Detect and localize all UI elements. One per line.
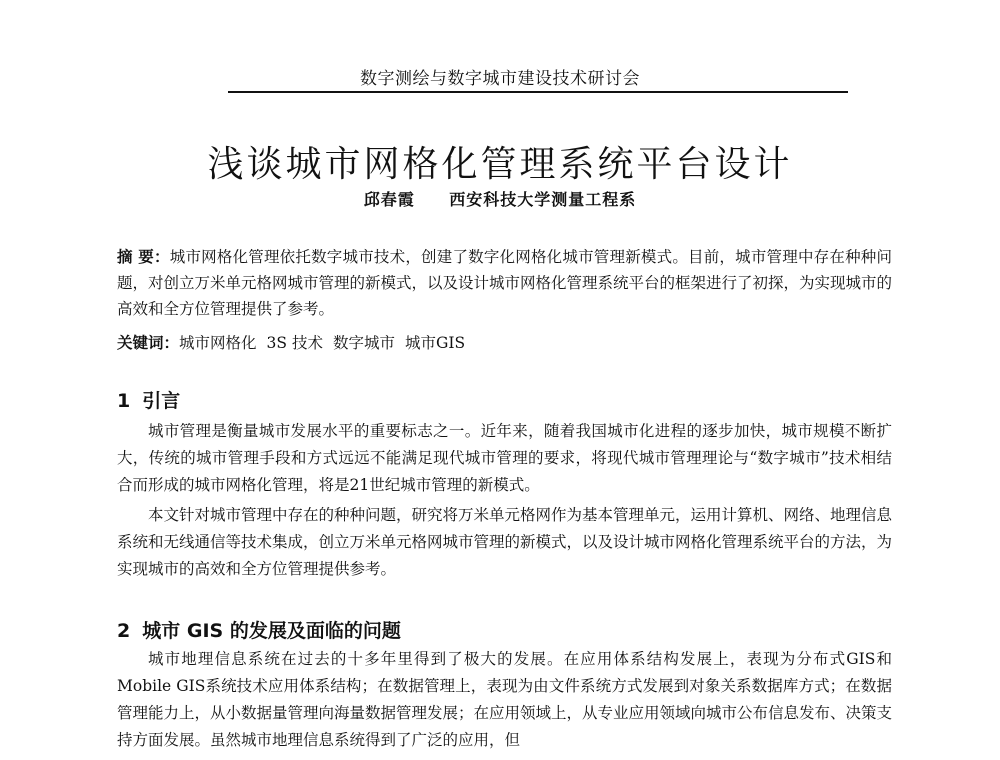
byline: [0, 187, 1000, 210]
keyword: 3S 技术: [266, 334, 323, 352]
header-rule: [228, 91, 848, 93]
keyword: 城市网格化: [179, 334, 257, 352]
abstract: [117, 244, 892, 322]
section-title: 城市 GIS 的发展及面临的问题: [142, 620, 401, 642]
keywords-label: 关键词：: [117, 334, 180, 352]
body-paragraph: 本文针对城市管理中存在的种种问题，研究将万米单元格网作为基本管理单元，运用计算机、网络、地理信息系统和无线通信等技术集成，创立万米单元格网城市管理的新模式，以及设计城市网格化管理系统平台的方法，为实现城市的高效和全方位管理提供参考。: [117, 506, 893, 578]
section-number: 2: [117, 620, 131, 642]
paper-title: 浅谈城市网格化管理系统平台设计: [207, 144, 793, 186]
body-paragraph: 城市管理是衡量城市发展水平的重要标志之一。近年来，随着我国城市化进程的逐步加快，城市规模不断扩大，传统的城市管理手段和方式远远不能满足现代城市管理的要求，将现代城市管理理论与“数字城市”技术相结合而形成的城市网格化管理，将是21世纪城市管理的新模式。: [117, 422, 892, 494]
keyword: 城市GIS: [404, 334, 466, 352]
keywords: [117, 330, 892, 356]
author-name: 邱春霞: [363, 190, 415, 209]
section-heading-introduction: [117, 386, 180, 413]
body-paragraph: 城市地理信息系统在过去的十多年里得到了极大的发展。在应用体系结构发展上，表现为分布式GIS和Mobile GIS系统技术应用体系结构；在数据管理上，表现为由文件系统方式发展到对象关系数据库方式；在数据管理能力上，从小数据量管理向海量数据管理发展；在应用领域上，从专业应用领域向城市公布信息发布、决策支持方面发展。虽然城市地理信息系统得到了广泛的应用，但: [117, 650, 893, 749]
author-affiliation: 西安科技大学测量工程系: [449, 190, 637, 209]
abstract-text: 城市网格化管理依托数字城市技术，创建了数字化网格化城市管理新模式。目前，城市管理中存在种种问题，对创立万米单元格网城市管理的新模式，以及设计城市网格化管理系统平台的框架进行了初探，为实现城市的高效和全方位管理提供了参考。: [117, 248, 893, 318]
keyword: 数字城市: [332, 334, 395, 352]
section-heading-gis-development: [117, 616, 401, 643]
section-number: 1: [117, 390, 131, 412]
section-title: 引言: [142, 390, 181, 412]
running-header: 数字测绘与数字城市建设技术研讨会: [360, 69, 640, 89]
abstract-label: 摘 要：: [117, 248, 170, 266]
